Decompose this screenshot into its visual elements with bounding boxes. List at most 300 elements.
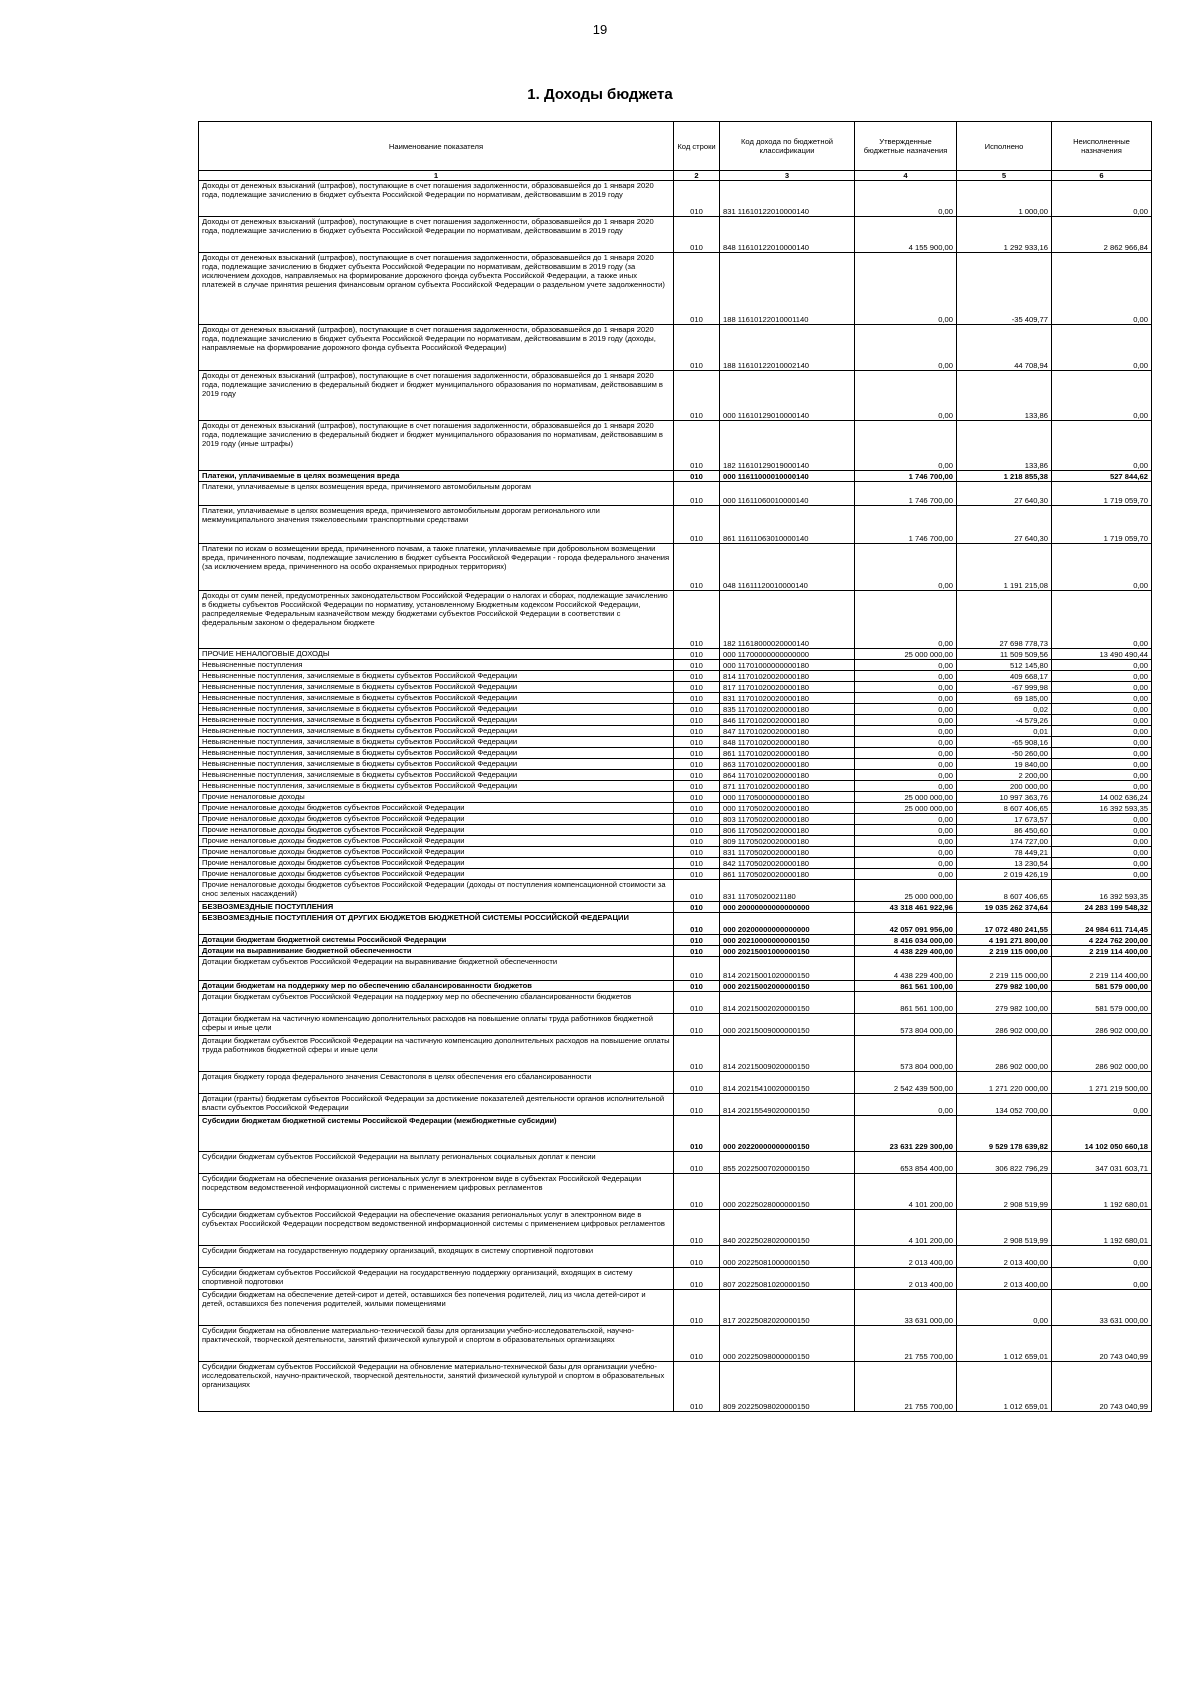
cell-unexecuted: 1 271 219 500,00 — [1052, 1072, 1152, 1094]
cell-executed: 0,01 — [957, 726, 1052, 737]
cell-kbk: 809 20225098020000150 — [720, 1362, 855, 1412]
cell-unexecuted: 0,00 — [1052, 693, 1152, 704]
cell-approved: 2 542 439 500,00 — [855, 1072, 957, 1094]
cell-code: 010 — [674, 649, 720, 660]
cell-unexecuted: 0,00 — [1052, 781, 1152, 792]
cell-name: Доходы от сумм пеней, предусмотренных законодательством Российской Федерации о налогах и сборах, подлежащие зачислению в бюджеты субъектов Российской Федерации по нормативу, установленному Бюджетным кодексом Российской Федерации, распределяемые Федеральным казначейством между бюджетами субъектов Российской Федерации в соответствии с федеральным законом о федеральном бюджете — [199, 591, 674, 649]
cell-name: Прочие неналоговые доходы бюджетов субъектов Российской Федерации — [199, 836, 674, 847]
cell-kbk: 842 11705020020000180 — [720, 858, 855, 869]
cell-unexecuted: 2 219 114 400,00 — [1052, 946, 1152, 957]
cell-name: Невыясненные поступления, зачисляемые в бюджеты субъектов Российской Федерации — [199, 737, 674, 748]
table-row — [199, 781, 1152, 792]
cell-approved: 2 013 400,00 — [855, 1268, 957, 1290]
cell-code: 010 — [674, 1326, 720, 1362]
cell-name: Платежи, уплачиваемые в целях возмещения вреда, причиняемого автомобильным дорогам регионального или межмуниципального значения тяжеловесными транспортными средствами — [199, 506, 674, 544]
cell-approved: 0,00 — [855, 660, 957, 671]
table-row — [199, 935, 1152, 946]
cell-code: 010 — [674, 869, 720, 880]
cell-executed: 512 145,80 — [957, 660, 1052, 671]
cell-kbk: 861 11611063010000140 — [720, 506, 855, 544]
cell-unexecuted: 0,00 — [1052, 770, 1152, 781]
cell-unexecuted: 4 224 762 200,00 — [1052, 935, 1152, 946]
cell-unexecuted: 0,00 — [1052, 253, 1152, 325]
cell-executed: 11 509 509,56 — [957, 649, 1052, 660]
cell-executed: -50 260,00 — [957, 748, 1052, 759]
cell-kbk: 000 20215002000000150 — [720, 981, 855, 992]
cell-executed: 286 902 000,00 — [957, 1014, 1052, 1036]
cell-name: Невыясненные поступления, зачисляемые в бюджеты субъектов Российской Федерации — [199, 693, 674, 704]
cell-approved: 861 561 100,00 — [855, 992, 957, 1014]
table-row — [199, 803, 1152, 814]
cell-executed: 2 908 519,99 — [957, 1174, 1052, 1210]
table-row — [199, 770, 1152, 781]
cell-code: 010 — [674, 814, 720, 825]
cell-code: 010 — [674, 902, 720, 913]
table-header-row — [199, 122, 1152, 171]
cell-executed: 1 191 215,08 — [957, 544, 1052, 591]
cell-name: Субсидии бюджетам на обновление материально-технической базы для организации учебно-исследовательской, научно-практической, творческой деятельности, занятий физической культурой и спортом в образовательных организациях — [199, 1326, 674, 1362]
table-row — [199, 649, 1152, 660]
cell-kbk: 863 11701020020000180 — [720, 759, 855, 770]
cell-unexecuted: 0,00 — [1052, 1246, 1152, 1268]
cell-kbk: 000 20225028000000150 — [720, 1174, 855, 1210]
page-number: 19 — [592, 22, 608, 37]
cell-name: Прочие неналоговые доходы бюджетов субъектов Российской Федерации — [199, 869, 674, 880]
cell-name: Невыясненные поступления, зачисляемые в бюджеты субъектов Российской Федерации — [199, 715, 674, 726]
cell-executed: 17 673,57 — [957, 814, 1052, 825]
cell-kbk: 848 11610122010000140 — [720, 217, 855, 253]
cell-approved: 0,00 — [855, 781, 957, 792]
cell-kbk: 817 11701020020000180 — [720, 682, 855, 693]
cell-code: 010 — [674, 471, 720, 482]
cell-kbk: 814 20215002020000150 — [720, 992, 855, 1014]
table-row — [199, 217, 1152, 253]
cell-approved: 1 746 700,00 — [855, 506, 957, 544]
cell-code: 010 — [674, 1174, 720, 1210]
table-row — [199, 847, 1152, 858]
cell-kbk: 846 11701020020000180 — [720, 715, 855, 726]
table-row — [199, 737, 1152, 748]
cell-name: Невыясненные поступления, зачисляемые в бюджеты субъектов Российской Федерации — [199, 781, 674, 792]
cell-unexecuted: 0,00 — [1052, 726, 1152, 737]
table-row — [199, 471, 1152, 482]
table-body — [199, 181, 1152, 1412]
cell-executed: 279 982 100,00 — [957, 981, 1052, 992]
table-row — [199, 913, 1152, 935]
cell-unexecuted: 0,00 — [1052, 660, 1152, 671]
cell-executed: 2 908 519,99 — [957, 1210, 1052, 1246]
column-number: 5 — [957, 171, 1052, 181]
cell-approved: 0,00 — [855, 253, 957, 325]
table-row — [199, 814, 1152, 825]
cell-approved: 0,00 — [855, 825, 957, 836]
cell-name: Субсидии бюджетам субъектов Российской Федерации на государственную поддержку организаций, входящих в систему спортивной подготовки — [199, 1268, 674, 1290]
cell-name: Невыясненные поступления, зачисляемые в бюджеты субъектов Российской Федерации — [199, 748, 674, 759]
cell-unexecuted: 0,00 — [1052, 671, 1152, 682]
cell-name: Невыясненные поступления, зачисляемые в бюджеты субъектов Российской Федерации — [199, 704, 674, 715]
cell-kbk: 814 20215549020000150 — [720, 1094, 855, 1116]
table-row — [199, 1290, 1152, 1326]
cell-approved: 0,00 — [855, 682, 957, 693]
cell-executed: 409 668,17 — [957, 671, 1052, 682]
cell-executed: 78 449,21 — [957, 847, 1052, 858]
cell-approved: 21 755 700,00 — [855, 1362, 957, 1412]
cell-executed: 2 013 400,00 — [957, 1268, 1052, 1290]
cell-name: Дотации (гранты) бюджетам субъектов Российской Федерации за достижение показателей деятельности органов исполнительной власти субъектов Российской Федерации — [199, 1094, 674, 1116]
cell-name: Невыясненные поступления, зачисляемые в бюджеты субъектов Российской Федерации — [199, 682, 674, 693]
cell-kbk: 188 11610122010002140 — [720, 325, 855, 371]
cell-code: 010 — [674, 591, 720, 649]
cell-name: Субсидии бюджетам субъектов Российской Федерации на выплату региональных социальных доплат к пенсии — [199, 1152, 674, 1174]
cell-unexecuted: 14 002 636,24 — [1052, 792, 1152, 803]
cell-approved: 0,00 — [855, 814, 957, 825]
cell-kbk: 803 11705020020000180 — [720, 814, 855, 825]
cell-executed: 19 035 262 374,64 — [957, 902, 1052, 913]
table-row — [199, 1268, 1152, 1290]
cell-kbk: 835 11701020020000180 — [720, 704, 855, 715]
cell-kbk: 000 11611000010000140 — [720, 471, 855, 482]
cell-code: 010 — [674, 858, 720, 869]
table-row — [199, 902, 1152, 913]
table-title: 1. Доходы бюджета — [527, 86, 673, 103]
header-name: Наименование показателя — [199, 122, 674, 171]
table-row — [199, 544, 1152, 591]
cell-approved: 0,00 — [855, 181, 957, 217]
cell-unexecuted: 0,00 — [1052, 858, 1152, 869]
cell-executed: -67 999,98 — [957, 682, 1052, 693]
cell-code: 010 — [674, 181, 720, 217]
table-row — [199, 1094, 1152, 1116]
cell-code: 010 — [674, 981, 720, 992]
header-approved: Утвержденные бюджетные назначения — [855, 122, 957, 171]
cell-executed: 17 072 480 241,55 — [957, 913, 1052, 935]
table-row — [199, 792, 1152, 803]
table-row — [199, 1174, 1152, 1210]
cell-unexecuted: 527 844,62 — [1052, 471, 1152, 482]
cell-code: 010 — [674, 1362, 720, 1412]
cell-executed: 86 450,60 — [957, 825, 1052, 836]
cell-code: 010 — [674, 715, 720, 726]
table-row — [199, 858, 1152, 869]
cell-executed: 306 822 796,29 — [957, 1152, 1052, 1174]
cell-executed: 8 607 406,65 — [957, 803, 1052, 814]
cell-kbk: 806 11705020020000180 — [720, 825, 855, 836]
cell-kbk: 000 11610129010000140 — [720, 371, 855, 421]
cell-executed: 2 219 115 000,00 — [957, 946, 1052, 957]
cell-unexecuted: 1 192 680,01 — [1052, 1210, 1152, 1246]
cell-kbk: 848 11701020020000180 — [720, 737, 855, 748]
cell-unexecuted: 0,00 — [1052, 591, 1152, 649]
cell-code: 010 — [674, 792, 720, 803]
cell-executed: -35 409,77 — [957, 253, 1052, 325]
cell-kbk: 809 11705020020000180 — [720, 836, 855, 847]
table-row — [199, 1014, 1152, 1036]
cell-code: 010 — [674, 1210, 720, 1246]
cell-approved: 0,00 — [855, 726, 957, 737]
cell-approved: 25 000 000,00 — [855, 649, 957, 660]
cell-kbk: 000 11700000000000000 — [720, 649, 855, 660]
cell-code: 010 — [674, 726, 720, 737]
cell-name: Дотации бюджетам на частичную компенсацию дополнительных расходов на повышение оплаты труда работников бюджетной сферы и иные цели — [199, 1014, 674, 1036]
cell-name: ПРОЧИЕ НЕНАЛОГОВЫЕ ДОХОДЫ — [199, 649, 674, 660]
cell-unexecuted: 347 031 603,71 — [1052, 1152, 1152, 1174]
table-row — [199, 1246, 1152, 1268]
table-row — [199, 181, 1152, 217]
cell-approved: 573 804 000,00 — [855, 1014, 957, 1036]
cell-unexecuted: 2 862 966,84 — [1052, 217, 1152, 253]
cell-code: 010 — [674, 935, 720, 946]
cell-executed: -65 908,16 — [957, 737, 1052, 748]
table-row — [199, 325, 1152, 371]
cell-code: 010 — [674, 421, 720, 471]
cell-approved: 861 561 100,00 — [855, 981, 957, 992]
cell-name: Дотации бюджетам субъектов Российской Федерации на частичную компенсацию дополнительных расходов на повышение оплаты труда работников бюджетной сферы и иные цели — [199, 1036, 674, 1072]
cell-approved: 0,00 — [855, 715, 957, 726]
cell-approved: 0,00 — [855, 836, 957, 847]
cell-unexecuted: 2 219 114 400,00 — [1052, 957, 1152, 981]
cell-executed: 1 012 659,01 — [957, 1362, 1052, 1412]
cell-name: Субсидии бюджетам на обеспечение оказания региональных услуг в электронном виде в субъектах Российской Федерации посредством ведомственной информационной системы с применением цифровых регламентов — [199, 1174, 674, 1210]
cell-approved: 1 746 700,00 — [855, 482, 957, 506]
cell-code: 010 — [674, 704, 720, 715]
cell-kbk: 000 20200000000000000 — [720, 913, 855, 935]
cell-approved: 25 000 000,00 — [855, 792, 957, 803]
cell-approved: 43 318 461 922,96 — [855, 902, 957, 913]
cell-name: Дотации на выравнивание бюджетной обеспеченности — [199, 946, 674, 957]
cell-code: 010 — [674, 482, 720, 506]
cell-name: Платежи по искам о возмещении вреда, причиненного почвам, а также платежи, уплачиваемые при добровольном возмещении вреда, причиненного почвам, подлежащие зачислению в бюджет субъекта Российской Федерации - города федерального значения (за исключением вреда, причиненного на особо охраняемых природных территориях) — [199, 544, 674, 591]
table-row — [199, 869, 1152, 880]
cell-kbk: 814 11701020020000180 — [720, 671, 855, 682]
cell-unexecuted: 20 743 040,99 — [1052, 1326, 1152, 1362]
cell-code: 010 — [674, 660, 720, 671]
cell-name: Дотации бюджетам на поддержку мер по обеспечению сбалансированности бюджетов — [199, 981, 674, 992]
cell-approved: 0,00 — [855, 544, 957, 591]
cell-name: Доходы от денежных взысканий (штрафов), поступающие в счет погашения задолженности, образовавшейся до 1 января 2020 года, подлежащие зачислению в бюджет субъекта Российской Федерации по нормативам, действовавшим в 2019 году (доходы, направляемые на формирование дорожного фонда субъекта Российской Федерации) — [199, 325, 674, 371]
cell-unexecuted: 0,00 — [1052, 682, 1152, 693]
cell-approved: 0,00 — [855, 671, 957, 682]
cell-kbk: 000 20225098000000150 — [720, 1326, 855, 1362]
table-row — [199, 253, 1152, 325]
cell-kbk: 000 11701000000000180 — [720, 660, 855, 671]
column-number: 2 — [674, 171, 720, 181]
table-row — [199, 421, 1152, 471]
cell-code: 010 — [674, 506, 720, 544]
cell-approved: 0,00 — [855, 704, 957, 715]
cell-approved: 4 101 200,00 — [855, 1210, 957, 1246]
cell-name: Дотации бюджетам бюджетной системы Российской Федерации — [199, 935, 674, 946]
cell-approved: 0,00 — [855, 858, 957, 869]
cell-name: Доходы от денежных взысканий (штрафов), поступающие в счет погашения задолженности, образовавшейся до 1 января 2020 года, подлежащие зачислению в федеральный бюджет и бюджет муниципального образования по нормативам, действовавшим в 2019 году (иные штрафы) — [199, 421, 674, 471]
header-unexecuted: Неисполненные назначения — [1052, 122, 1152, 171]
cell-executed: 1 000,00 — [957, 181, 1052, 217]
cell-executed: 174 727,00 — [957, 836, 1052, 847]
table-row — [199, 825, 1152, 836]
cell-name: Невыясненные поступления, зачисляемые в бюджеты субъектов Российской Федерации — [199, 671, 674, 682]
cell-unexecuted: 286 902 000,00 — [1052, 1036, 1152, 1072]
cell-approved: 0,00 — [855, 770, 957, 781]
cell-executed: 286 902 000,00 — [957, 1036, 1052, 1072]
cell-unexecuted: 0,00 — [1052, 748, 1152, 759]
cell-executed: -4 579,26 — [957, 715, 1052, 726]
table-row — [199, 506, 1152, 544]
column-number: 6 — [1052, 171, 1152, 181]
cell-approved: 1 746 700,00 — [855, 471, 957, 482]
column-number: 1 — [199, 171, 674, 181]
table-row — [199, 1326, 1152, 1362]
cell-code: 010 — [674, 880, 720, 902]
cell-name: Платежи, уплачиваемые в целях возмещения вреда, причиняемого автомобильным дорогам — [199, 482, 674, 506]
cell-name: Невыясненные поступления, зачисляемые в бюджеты субъектов Российской Федерации — [199, 759, 674, 770]
cell-code: 010 — [674, 1152, 720, 1174]
cell-name: Прочие неналоговые доходы бюджетов субъектов Российской Федерации — [199, 803, 674, 814]
cell-code: 010 — [674, 957, 720, 981]
cell-unexecuted: 0,00 — [1052, 715, 1152, 726]
cell-name: Невыясненные поступления — [199, 660, 674, 671]
cell-executed: 200 000,00 — [957, 781, 1052, 792]
cell-executed: 2 200,00 — [957, 770, 1052, 781]
cell-executed: 0,00 — [957, 1290, 1052, 1326]
cell-approved: 0,00 — [855, 748, 957, 759]
cell-kbk: 831 11705020021180 — [720, 880, 855, 902]
cell-approved: 25 000 000,00 — [855, 803, 957, 814]
cell-code: 010 — [674, 759, 720, 770]
cell-approved: 653 854 400,00 — [855, 1152, 957, 1174]
cell-executed: 44 708,94 — [957, 325, 1052, 371]
cell-code: 010 — [674, 1072, 720, 1094]
cell-kbk: 000 11611060010000140 — [720, 482, 855, 506]
cell-kbk: 000 20210000000000150 — [720, 935, 855, 946]
cell-executed: 19 840,00 — [957, 759, 1052, 770]
cell-unexecuted: 581 579 000,00 — [1052, 992, 1152, 1014]
cell-kbk: 182 11618000020000140 — [720, 591, 855, 649]
table-row — [199, 1362, 1152, 1412]
cell-kbk: 817 20225082020000150 — [720, 1290, 855, 1326]
cell-kbk: 831 11610122010000140 — [720, 181, 855, 217]
cell-kbk: 000 20000000000000000 — [720, 902, 855, 913]
cell-code: 010 — [674, 737, 720, 748]
cell-code: 010 — [674, 217, 720, 253]
cell-executed: 10 997 363,76 — [957, 792, 1052, 803]
header-code: Код строки — [674, 122, 720, 171]
cell-executed: 27 640,30 — [957, 482, 1052, 506]
cell-executed: 133,86 — [957, 421, 1052, 471]
table-row — [199, 693, 1152, 704]
cell-code: 010 — [674, 544, 720, 591]
cell-kbk: 864 11701020020000180 — [720, 770, 855, 781]
cell-approved: 0,00 — [855, 421, 957, 471]
cell-kbk: 000 20225081000000150 — [720, 1246, 855, 1268]
table-row — [199, 682, 1152, 693]
cell-approved: 33 631 000,00 — [855, 1290, 957, 1326]
cell-kbk: 000 11705000000000180 — [720, 792, 855, 803]
cell-code: 010 — [674, 992, 720, 1014]
table-row — [199, 715, 1152, 726]
cell-code: 010 — [674, 1268, 720, 1290]
cell-code: 010 — [674, 671, 720, 682]
cell-name: БЕЗВОЗМЕЗДНЫЕ ПОСТУПЛЕНИЯ ОТ ДРУГИХ БЮДЖЕТОВ БЮДЖЕТНОЙ СИСТЕМЫ РОССИЙСКОЙ ФЕДЕРАЦИИ — [199, 913, 674, 935]
cell-code: 010 — [674, 1290, 720, 1326]
cell-code: 010 — [674, 1014, 720, 1036]
cell-executed: 9 529 178 639,82 — [957, 1116, 1052, 1152]
cell-name: Платежи, уплачиваемые в целях возмещения вреда — [199, 471, 674, 482]
cell-kbk: 861 11701020020000180 — [720, 748, 855, 759]
cell-unexecuted: 0,00 — [1052, 836, 1152, 847]
cell-executed: 2 013 400,00 — [957, 1246, 1052, 1268]
table-row — [199, 671, 1152, 682]
cell-unexecuted: 286 902 000,00 — [1052, 1014, 1152, 1036]
cell-unexecuted: 0,00 — [1052, 371, 1152, 421]
cell-approved: 0,00 — [855, 759, 957, 770]
table-row — [199, 981, 1152, 992]
cell-code: 010 — [674, 946, 720, 957]
cell-approved: 4 155 900,00 — [855, 217, 957, 253]
cell-kbk: 871 11701020020000180 — [720, 781, 855, 792]
cell-executed: 1 271 220 000,00 — [957, 1072, 1052, 1094]
cell-name: Доходы от денежных взысканий (штрафов), поступающие в счет погашения задолженности, образовавшейся до 1 января 2020 года, подлежащие зачислению в бюджет субъекта Российской Федерации по нормативам, действовавшим в 2019 году — [199, 217, 674, 253]
cell-unexecuted: 24 283 199 548,32 — [1052, 902, 1152, 913]
cell-unexecuted: 0,00 — [1052, 825, 1152, 836]
cell-name: Невыясненные поступления, зачисляемые в бюджеты субъектов Российской Федерации — [199, 770, 674, 781]
cell-kbk: 831 11701020020000180 — [720, 693, 855, 704]
cell-code: 010 — [674, 847, 720, 858]
cell-code: 010 — [674, 693, 720, 704]
cell-code: 010 — [674, 836, 720, 847]
cell-name: Субсидии бюджетам бюджетной системы Российской Федерации (межбюджетные субсидии) — [199, 1116, 674, 1152]
cell-name: Дотации бюджетам субъектов Российской Федерации на поддержку мер по обеспечению сбалансированности бюджетов — [199, 992, 674, 1014]
cell-kbk: 831 11705020020000180 — [720, 847, 855, 858]
cell-kbk: 000 11705020020000180 — [720, 803, 855, 814]
cell-executed: 133,86 — [957, 371, 1052, 421]
cell-code: 010 — [674, 770, 720, 781]
cell-approved: 0,00 — [855, 1094, 957, 1116]
cell-unexecuted: 20 743 040,99 — [1052, 1362, 1152, 1412]
cell-code: 010 — [674, 1116, 720, 1152]
table-row — [199, 704, 1152, 715]
cell-kbk: 000 20215001000000150 — [720, 946, 855, 957]
cell-unexecuted: 0,00 — [1052, 759, 1152, 770]
cell-name: Прочие неналоговые доходы бюджетов субъектов Российской Федерации (доходы от поступления компенсационной стоимости за снос зеленых насаждений) — [199, 880, 674, 902]
cell-unexecuted: 1 192 680,01 — [1052, 1174, 1152, 1210]
cell-kbk: 847 11701020020000180 — [720, 726, 855, 737]
column-number-row — [199, 171, 1152, 181]
cell-code: 010 — [674, 825, 720, 836]
cell-executed: 134 052 700,00 — [957, 1094, 1052, 1116]
table-row — [199, 880, 1152, 902]
cell-code: 010 — [674, 913, 720, 935]
cell-kbk: 814 20215009020000150 — [720, 1036, 855, 1072]
cell-unexecuted: 33 631 000,00 — [1052, 1290, 1152, 1326]
cell-executed: 1 012 659,01 — [957, 1326, 1052, 1362]
cell-executed: 0,02 — [957, 704, 1052, 715]
table-row — [199, 726, 1152, 737]
budget-revenue-table — [198, 121, 1152, 1412]
cell-approved: 23 631 229 300,00 — [855, 1116, 957, 1152]
cell-unexecuted: 16 392 593,35 — [1052, 880, 1152, 902]
cell-code: 010 — [674, 1036, 720, 1072]
table-row — [199, 482, 1152, 506]
cell-unexecuted: 0,00 — [1052, 181, 1152, 217]
table-row — [199, 1072, 1152, 1094]
cell-code: 010 — [674, 803, 720, 814]
cell-approved: 25 000 000,00 — [855, 880, 957, 902]
cell-name: Дотации бюджетам субъектов Российской Федерации на выравнивание бюджетной обеспеченности — [199, 957, 674, 981]
cell-kbk: 855 20225007020000150 — [720, 1152, 855, 1174]
cell-unexecuted: 0,00 — [1052, 544, 1152, 591]
cell-unexecuted: 14 102 050 660,18 — [1052, 1116, 1152, 1152]
cell-kbk: 048 11611120010000140 — [720, 544, 855, 591]
cell-name: Прочие неналоговые доходы бюджетов субъектов Российской Федерации — [199, 814, 674, 825]
